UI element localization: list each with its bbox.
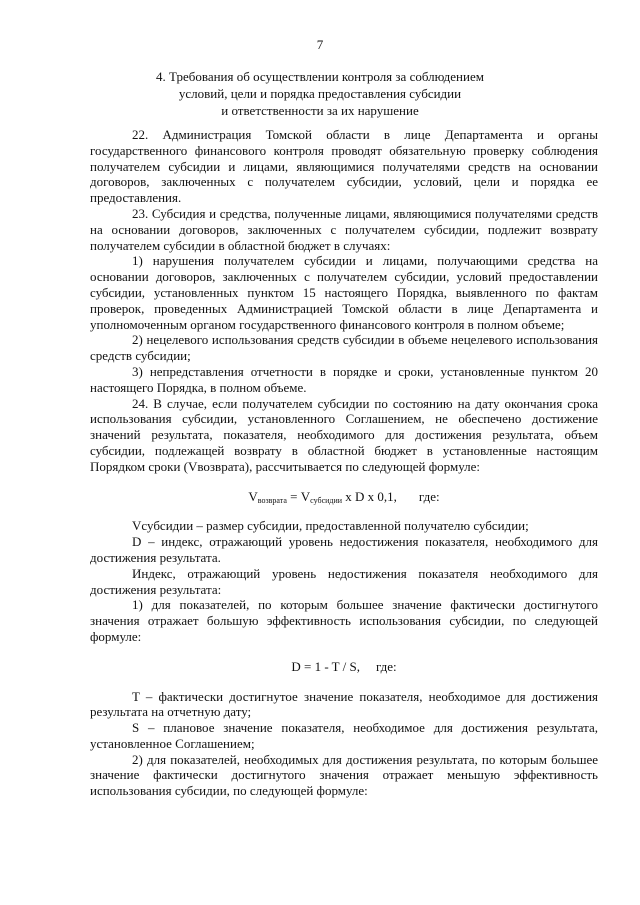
formula-d-expression: D = 1 - T / S, xyxy=(291,658,360,674)
index-intro: Индекс, отражающий уровень недостижения показателя необходимого для достижения результата: xyxy=(90,565,598,597)
paragraph-24: 24. В случае, если получателем субсидии по состоянию на дату окончания срока использования субсидии, установленного Соглашением, не обеспечено достижение значений результата, показателя, необходимого для достижения результата, объем субсидии, подлежащей возврату в областной бюджет в установленные настоящим Порядком сроки (Vвозврата), рассчитывается по следующей формуле: xyxy=(90,395,598,474)
paragraph-23-item-2: 2) нецелевого использования средств субсидии в объеме нецелевого использования средств субсидии; xyxy=(90,332,598,364)
formula-where: где: xyxy=(418,488,440,504)
formula-sub-return: возврата xyxy=(257,495,287,505)
page-number: 7 xyxy=(316,37,324,52)
heading-line-1: 4. Требования об осуществлении контроля за соблюдением xyxy=(156,69,484,84)
heading-line-2: условий, цели и порядка предоставления субсидии xyxy=(178,86,462,101)
paragraph-23-item-3: 3) непредставления отчетности в порядке и сроки, установленные пунктом 20 настоящего Порядка, в полном объеме. xyxy=(90,363,598,395)
formula-d-where: где: xyxy=(375,658,397,674)
section-heading xyxy=(90,68,550,119)
case-2: 2) для показателей, необходимых для достижения результата, по которым большее значение фактически достигнутого значения отражает меньшую эффективность использования субсидии, по следующей формуле: xyxy=(90,751,598,799)
formula-index-d xyxy=(90,659,598,675)
definition-s: S – плановое значение показателя, необходимое для достижения результата, установленное Соглашением; xyxy=(90,720,598,751)
paragraph-23-item-1: 1) нарушения получателем субсидии и лицами, получающими средства на основании договоров, заключенных с получателем субсидии, условий предоставлении субсидии, установленных пунктом 15 настоящего Порядка, выявленного по фактам проверок, проведенных Администрацией Томской области в лице Департамента и уполномоченным органом государственного финансового контроля в полном объеме; xyxy=(90,253,598,332)
paragraph-22: 22. Администрация Томской области в лице Департамента и органы государственного финансового контроля проводят обязательную проверку соблюдения получателем субсидии и лицами, являющимися получателями средств на основании договоров, заключенных с получателем субсидии, условий, цели и порядка ее предоставления. xyxy=(90,127,598,206)
paragraph-23: 23. Субсидия и средства, полученные лицами, являющимися получателями средств на основании договоров, заключенных с получателем субсидии, подлежит возврату получателем субсидии в областной бюджет в случаях: xyxy=(90,205,598,253)
formula-rest: x D x 0,1, xyxy=(342,488,397,504)
formula-return-volume xyxy=(90,489,598,505)
formula-v: V xyxy=(248,488,258,504)
case-1: 1) для показателей, по которым большее значение фактически достигнутого значения отражает большую эффективность использования субсидии, по следующей формуле: xyxy=(90,597,598,644)
document-body xyxy=(90,127,598,799)
definition-t: T – фактически достигнутое значение показателя, необходимое для достижения результата на отчетную дату; xyxy=(90,688,598,720)
formula-sub-subsidy: субсидии xyxy=(310,495,343,505)
heading-line-3: и ответственности за их нарушение xyxy=(221,103,419,118)
formula-equals-v: = V xyxy=(286,488,311,504)
definition-d: D – индекс, отражающий уровень недостижения показателя, необходимого для достижения результата. xyxy=(90,534,598,565)
definition-vsubsidy: Vсубсидии – размер субсидии, предоставленной получателю субсидии; xyxy=(132,518,529,534)
